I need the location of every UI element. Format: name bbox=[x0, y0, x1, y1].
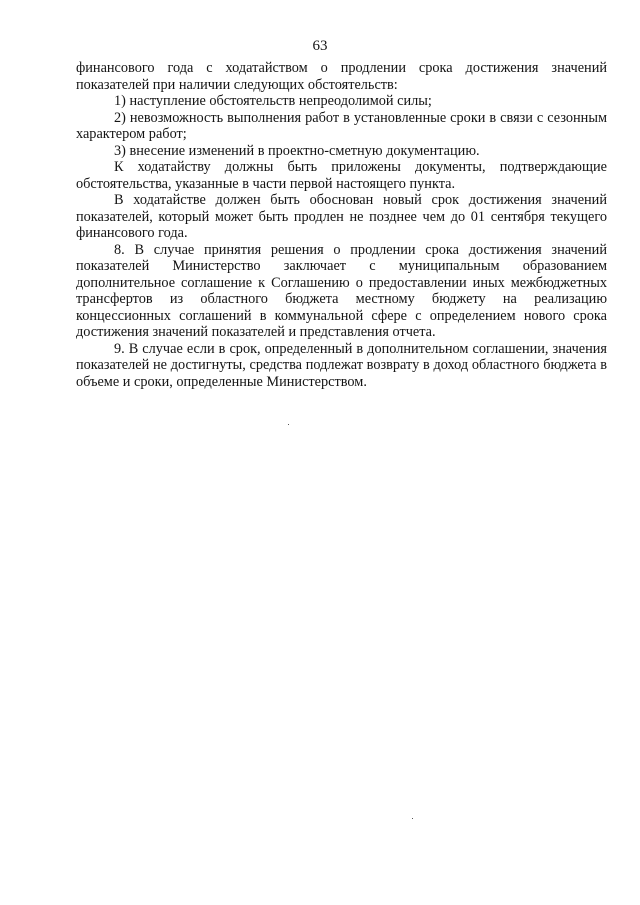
document-body bbox=[76, 60, 607, 390]
paragraph-new-deadline: В ходатайстве должен быть обоснован новый срок достижения значений показателей, который может быть продлен не позднее чем до 01 сентября текущего финансового года. bbox=[76, 192, 607, 241]
paragraph-item-3: 3) внесение изменений в проектно-сметную документацию. bbox=[114, 142, 480, 159]
scan-speck bbox=[288, 424, 289, 425]
paragraph-continuation: финансового года с ходатайством о продлении срока достижения значений показателей при наличии следующих обстоятельств: bbox=[76, 60, 607, 93]
paragraph-item-1: 1) наступление обстоятельств непреодолимой силы; bbox=[114, 93, 432, 109]
paragraph-clause-8: 8. В случае принятия решения о продлении срока достижения значений показателей Министерство заключает с муниципальным образованием дополнительное соглашение к Соглашению о предоставлении иных межбюджетных трансфертов из областного бюджета местному бюджету на реализацию концессионных соглашений в коммунальной сфере с определением нового срока достижения значений показателей и представления отчета. bbox=[76, 241, 607, 340]
scan-speck bbox=[412, 818, 413, 819]
page-number: 63 bbox=[312, 38, 328, 54]
paragraph-attachments: К ходатайству должны быть приложены документы, подтверждающие обстоятельства, указанные в части первой настоящего пункта. bbox=[76, 159, 607, 192]
paragraph-item-2: 2) невозможность выполнения работ в установленные сроки в связи с сезонным характером работ; bbox=[76, 109, 607, 142]
paragraph-clause-9: 9. В случае если в срок, определенный в дополнительном соглашении, значения показателей не достигнуты, средства подлежат возврату в доход областного бюджета в объеме и сроки, определенные Министерством. bbox=[76, 340, 607, 390]
